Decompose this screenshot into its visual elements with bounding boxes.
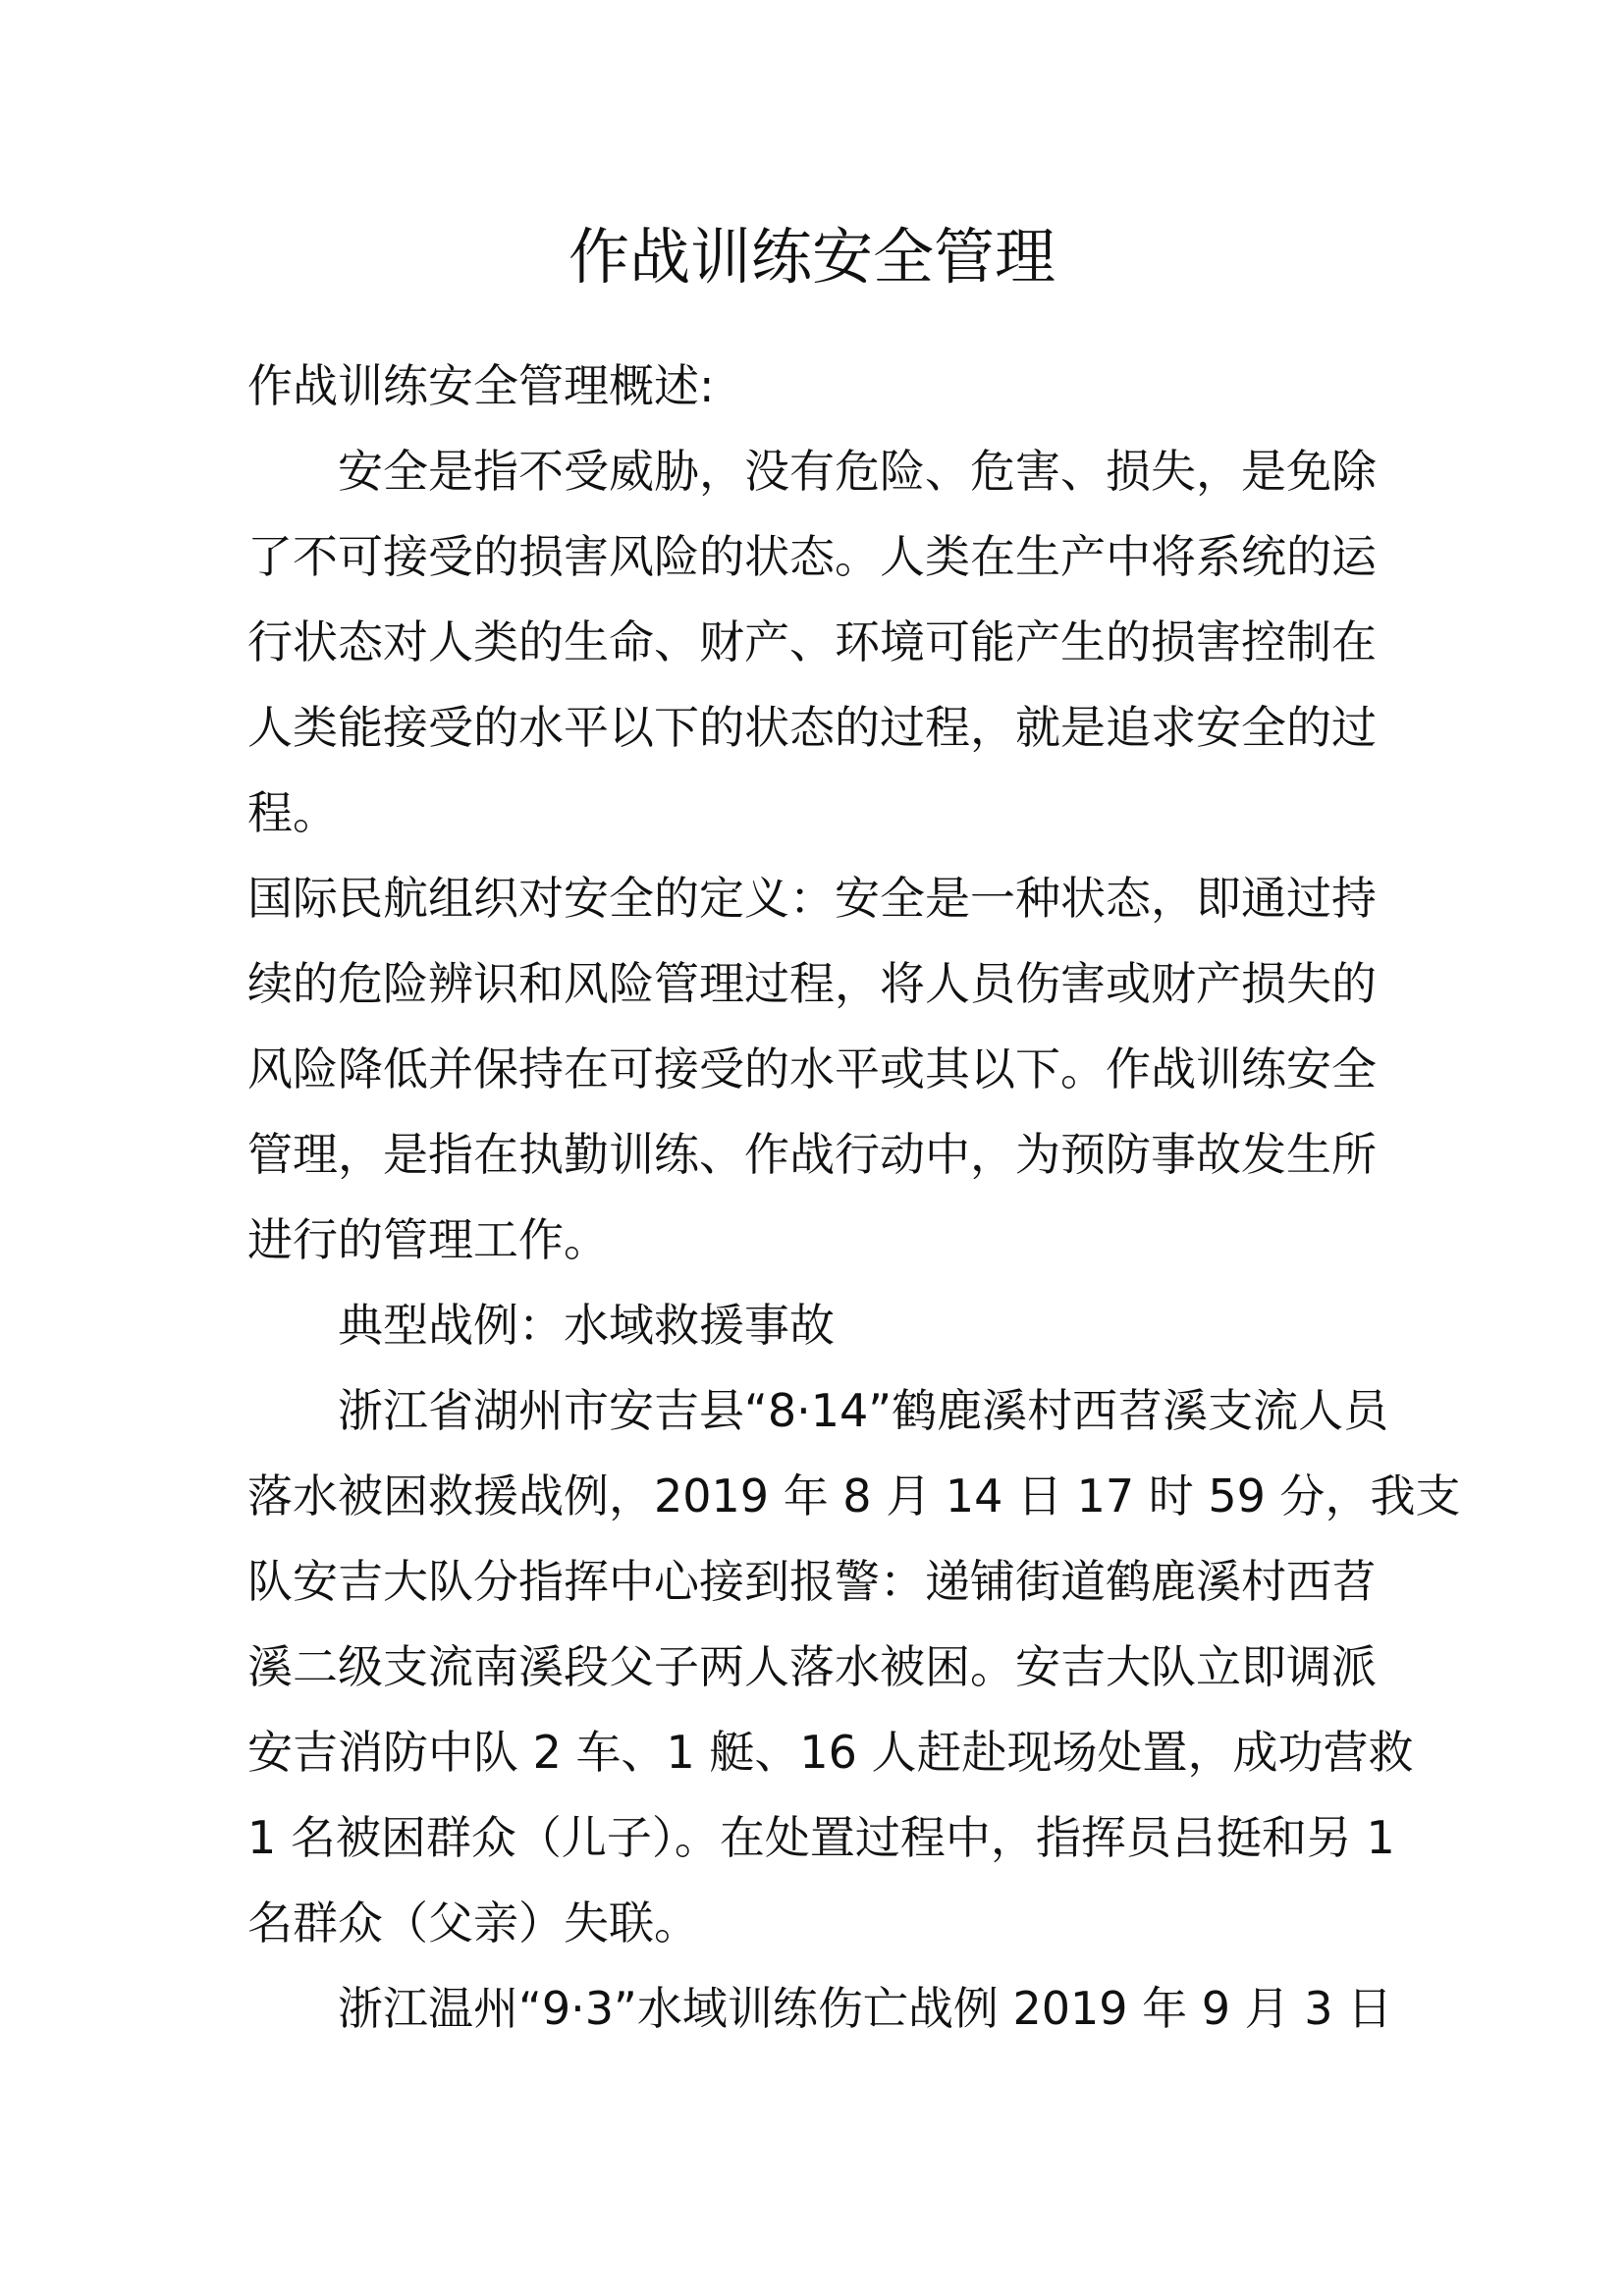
text-line: 国际民航组织对安全的定义：安全是一种状态，即通过持 <box>247 872 1377 925</box>
text-line: 风险降低并保持在可接受的水平或其以下。作战训练安全 <box>247 1042 1377 1095</box>
text-line: 作战训练安全管理概述: <box>247 359 715 412</box>
text-line: 安吉消防中队 2 车、1 艇、16 人赶赴现场处置，成功营救 <box>247 1726 1414 1779</box>
text-line: 典型战例：水域救援事故 <box>338 1299 835 1352</box>
document-title: 作战训练安全管理 <box>568 221 1056 293</box>
text-line: 人类能接受的水平以下的状态的过程，就是追求安全的过 <box>247 701 1377 754</box>
text-line: 浙江省湖州市安吉县“8·14”鹤鹿溪村西苕溪支流人员 <box>338 1384 1389 1437</box>
text-line: 管理，是指在执勤训练、作战行动中，为预防事故发生所 <box>247 1128 1377 1181</box>
text-line: 进行的管理工作。 <box>247 1213 609 1266</box>
text-line: 溪二级支流南溪段父子两人落水被困。安吉大队立即调派 <box>247 1640 1377 1693</box>
text-line: 程。 <box>247 786 338 839</box>
text-line: 行状态对人类的生命、财产、环境可能产生的损害控制在 <box>247 615 1377 668</box>
text-line: 了不可接受的损害风险的状态。人类在生产中将系统的运 <box>247 530 1377 583</box>
text-line: 1 名被困群众（儿子）。在处置过程中，指挥员吕挺和另 1 <box>247 1811 1395 1864</box>
text-line: 落水被困救援战例，2019 年 8 月 14 日 17 时 59 分，我支 <box>247 1469 1461 1522</box>
text-line: 名群众（父亲）失联。 <box>247 1896 699 1949</box>
text-line: 安全是指不受威胁，没有危险、危害、损失，是免除 <box>338 445 1377 498</box>
text-line: 队安吉大队分指挥中心接到报警：递铺街道鹤鹿溪村西苕 <box>247 1555 1377 1608</box>
text-line: 续的危险辨识和风险管理过程，将人员伤害或财产损失的 <box>247 957 1377 1010</box>
document-body <box>247 344 1461 2052</box>
text-line: 浙江温州“9·3”水域训练伤亡战例 2019 年 9 月 3 日 <box>338 1982 1393 2035</box>
